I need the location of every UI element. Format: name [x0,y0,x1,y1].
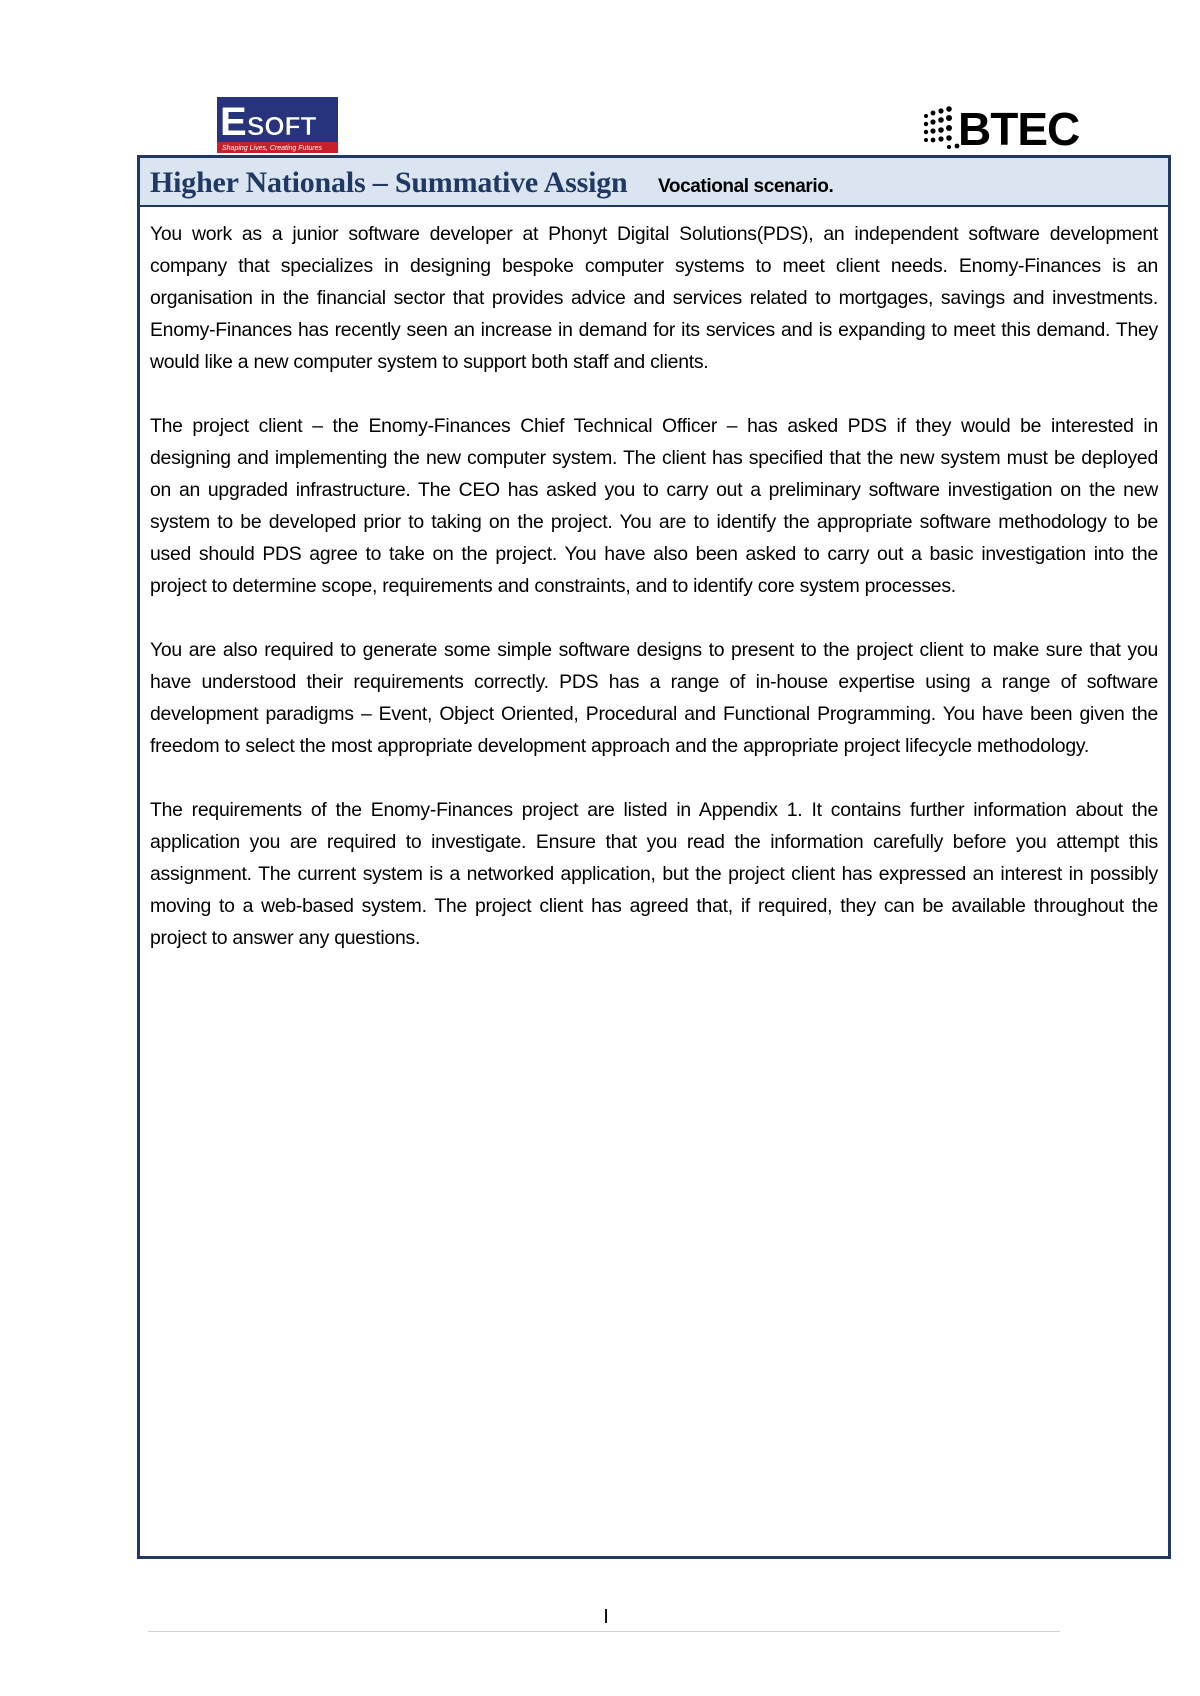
esoft-logo-tagline: Shaping Lives, Creating Futures [222,145,322,152]
section-heading: Vocational scenario. [658,176,834,197]
esoft-logo-e: E [220,100,247,144]
content-frame [137,155,1171,1559]
paragraph: You are also required to generate some simple software designs to present to the project client to make sure that you have understood their requirements correctly. PDS has a range of in-house expertise using a range of software development paradigms – Event, Object Oriented, Procedural and Functional Programming. You have been given the freedom to select the most appropriate development approach and the appropriate project lifecycle methodology. [150,639,1158,757]
scenario-text [150,218,1158,986]
page-title: Higher Nationals – Summative Assign [150,166,628,199]
page-number: I [603,1606,609,1628]
esoft-logo-soft: SOFT [247,111,317,141]
paragraph: You work as a junior software developer at Phonyt Digital Solutions(PDS), an independent software development company that specializes in designing bespoke computer systems to meet client needs. Enomy-Finances is an organisation in the financial sector that provides advice and services related to mortgages, savings and investments. Enomy-Finances has recently seen an increase in demand for its services and is expanding to meet this demand. They would like a new computer system to support both staff and clients. [150,223,1158,373]
footer-rule [148,1631,1060,1632]
btec-dot-pattern-icon [924,106,960,149]
btec-logo [920,101,1105,151]
btec-logo-text: BTEC [958,103,1080,151]
header-band [140,158,1168,207]
paragraph: The project client – the Enomy-Finances Chief Technical Officer – has asked PDS if they would be interested in designing and implementing the new computer system. The client has specified that the new system must be deployed on an upgraded infrastructure. The CEO has asked you to carry out a preliminary software investigation on the new system to be developed prior to taking on the project. You are to identify the appropriate software methodology to be used should PDS agree to take on the project. You have also been asked to carry out a basic investigation into the project to determine scope, requirements and constraints, and to identify core system processes. [150,415,1158,597]
esoft-logo [217,97,338,153]
paragraph: The requirements of the Enomy-Finances project are listed in Appendix 1. It contains further information about the application you are required to investigate. Ensure that you read the information carefully before you attempt this assignment. The current system is a networked application, but the project client has expressed an interest in possibly moving to a web-based system. The project client has agreed that, if required, they can be available throughout the project to answer any questions. [150,799,1158,949]
